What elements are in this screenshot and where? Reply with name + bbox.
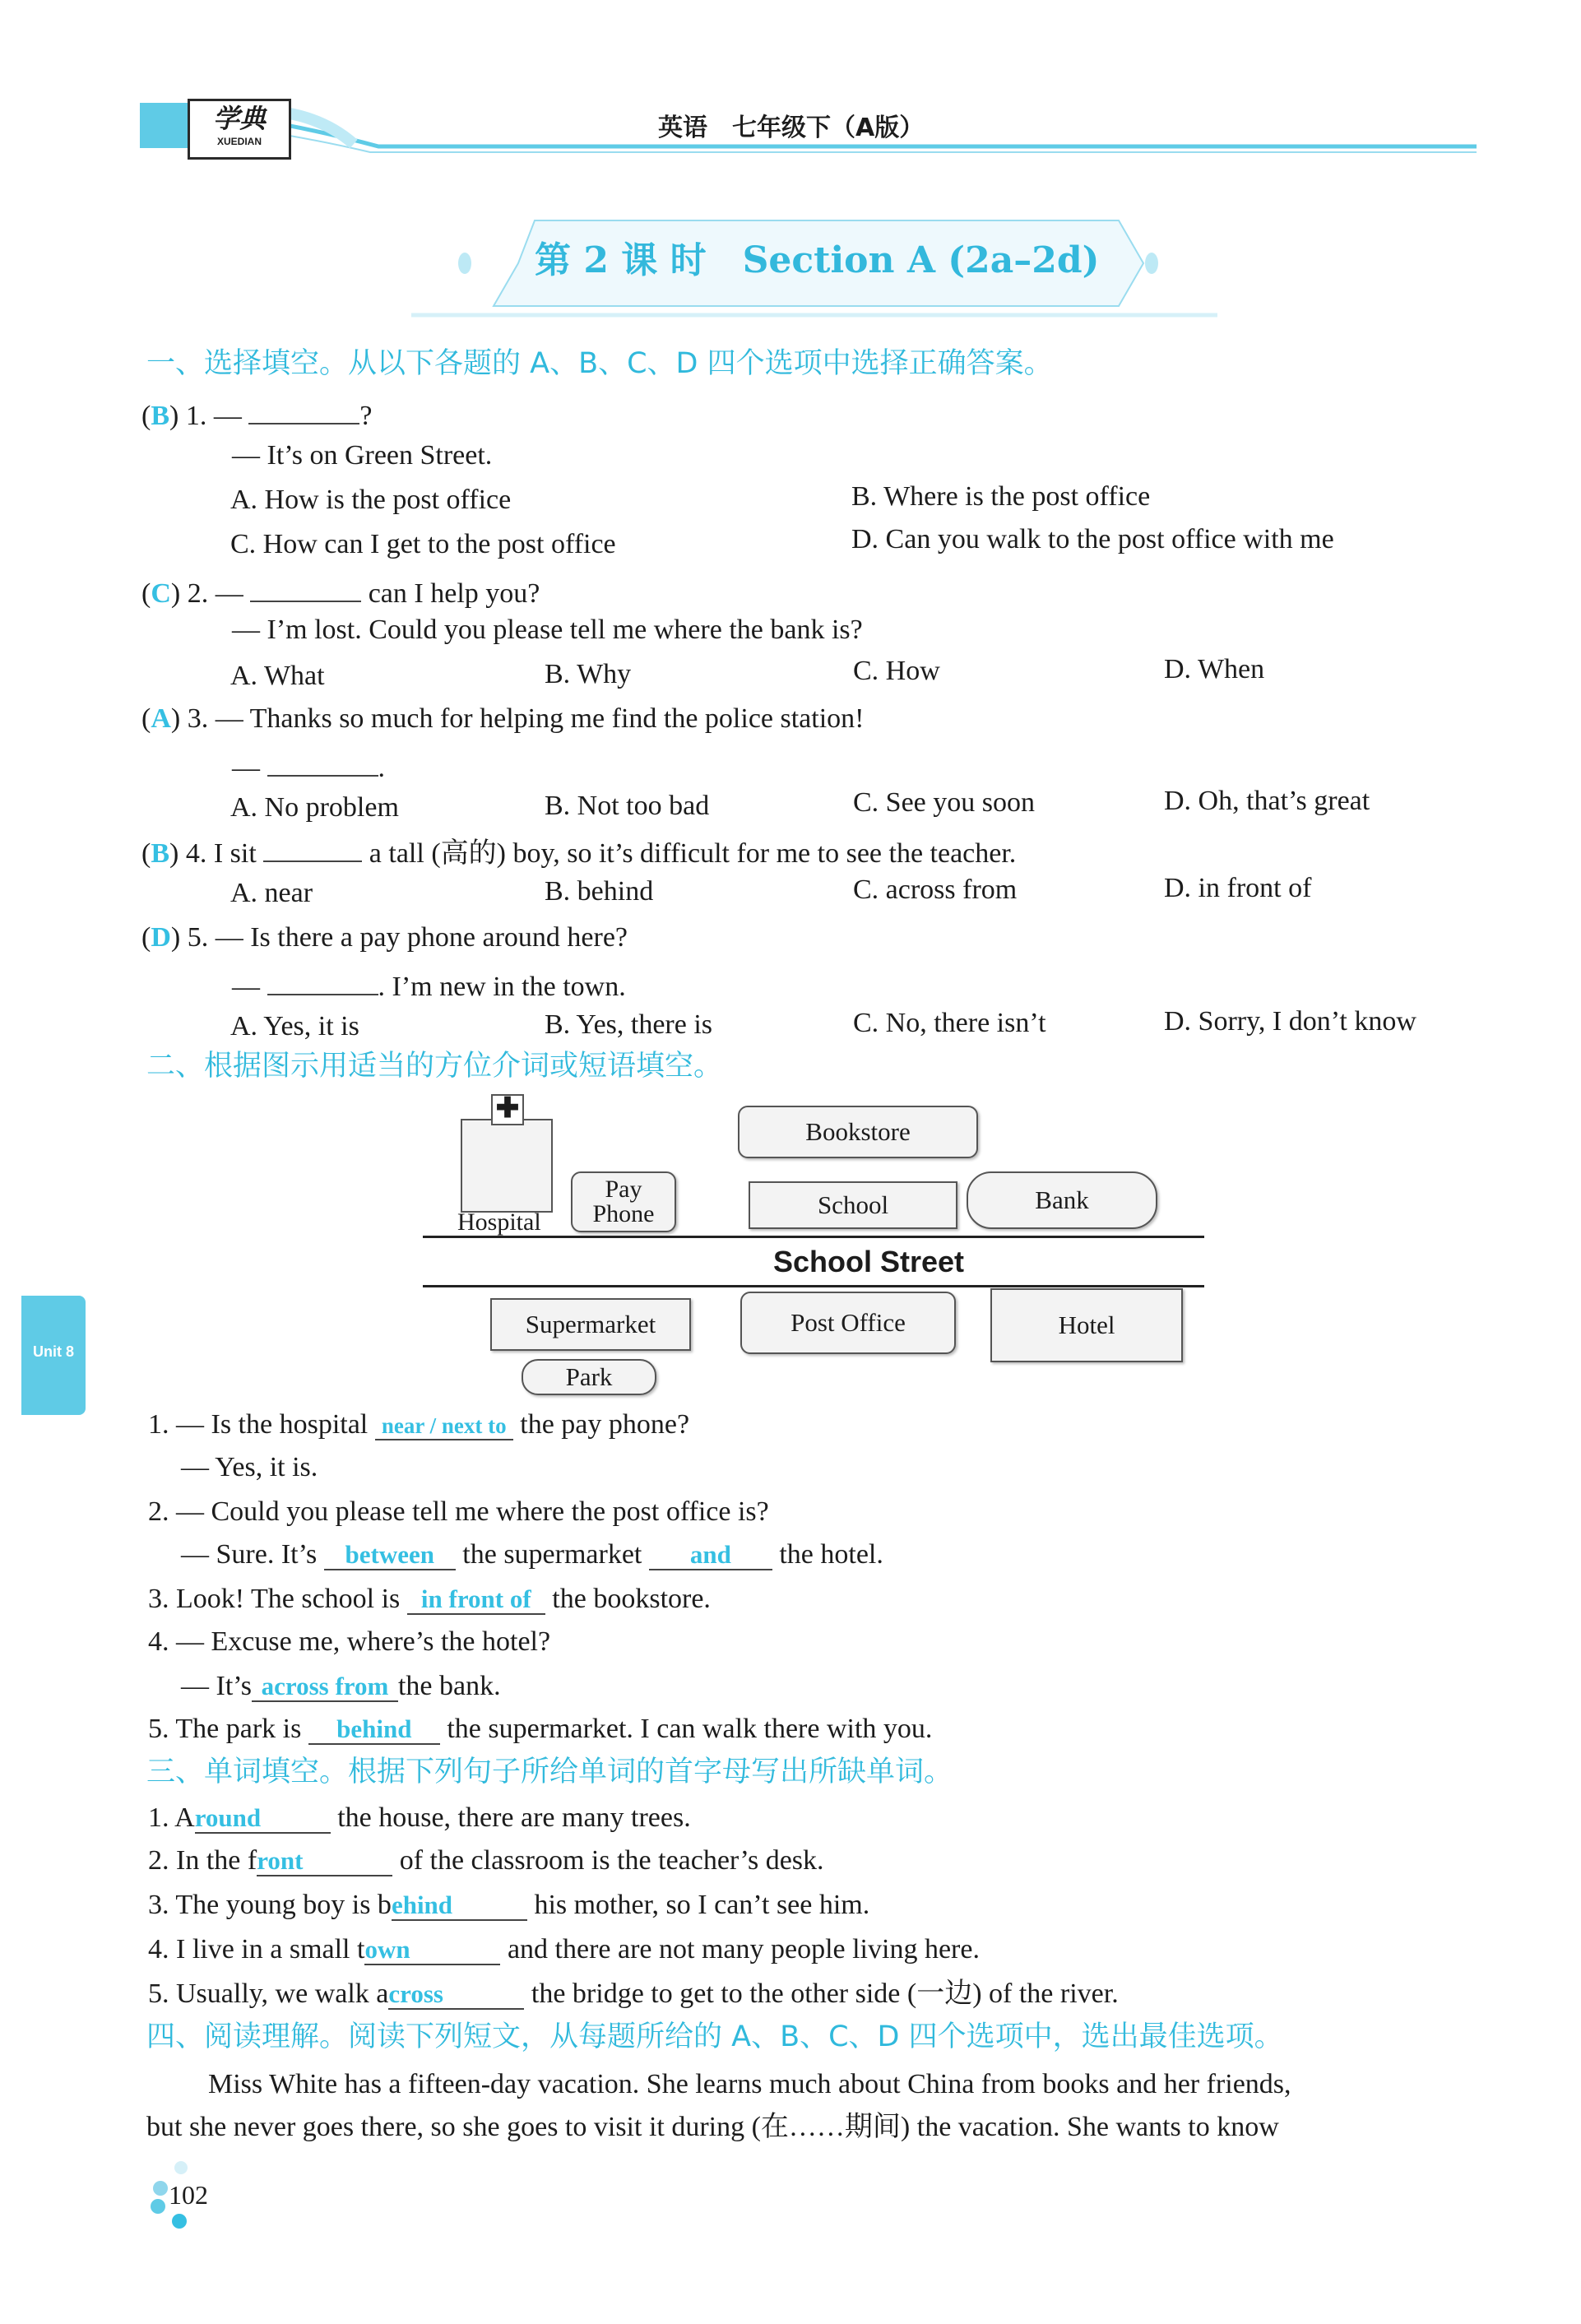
hotel-box: Hotel [990, 1288, 1183, 1362]
blank: cross [388, 1980, 524, 2010]
part2-q2-reply: — Sure. It’s between the supermarket and the hotel. [181, 1539, 883, 1570]
unit-side-tab [21, 1296, 86, 1415]
option: A. How is the post office [230, 485, 512, 515]
logo-box [188, 99, 291, 160]
question-3: (A) 3. — Thanks so much for helping me find the police station! [141, 703, 865, 734]
answer-1: B [151, 401, 170, 431]
street-line-top [423, 1236, 1204, 1238]
question-4: (B) 4. I sit a tall (高的) boy, so it’s difficult for me to see the teacher. [141, 833, 1016, 870]
blank [263, 833, 362, 862]
supermarket-box: Supermarket [490, 1298, 691, 1351]
option: C. How [853, 656, 940, 686]
part3-item-4: 4. I live in a small town and there are not many people living here. [148, 1934, 980, 1964]
blank: own [364, 1936, 500, 1965]
part2-heading: 二、根据图示用适当的方位介词或短语填空。 [146, 1050, 723, 1083]
question-1: (B) 1. — ? [141, 395, 372, 433]
hospital-cross-icon: ✚ [491, 1094, 524, 1125]
question-2: (C) 2. — can I help you? [141, 573, 540, 610]
logo-subtext: XUEDIAN [216, 136, 262, 147]
part2-q1-reply: — Yes, it is. [181, 1452, 318, 1482]
option: A. What [230, 661, 325, 691]
part3-item-3: 3. The young boy is behind his mother, so I can’t see him. [148, 1890, 870, 1920]
option: D. When [1164, 654, 1265, 684]
blank [248, 395, 359, 424]
pay-phone-box: Pay Phone [571, 1171, 676, 1232]
option: D. Can you walk to the post office with me [851, 524, 1334, 554]
post-office-box: Post Office [740, 1292, 956, 1354]
park-box: Park [522, 1359, 656, 1395]
unit-label: Unit 8 [32, 1343, 74, 1360]
blank: between [324, 1541, 456, 1570]
blank: across from [252, 1672, 398, 1702]
reply-1: — It’s on Green Street. [232, 440, 493, 471]
answer-2: C [151, 578, 171, 609]
option: B. Why [545, 659, 632, 689]
reply-3: — . [232, 747, 385, 785]
option: B. Not too bad [545, 791, 710, 821]
option: A. Yes, it is [230, 1011, 359, 1041]
page-number: 102 [169, 2180, 208, 2210]
option: C. See you soon [853, 787, 1035, 818]
blank [267, 966, 378, 995]
answer-5: D [151, 922, 171, 953]
option: C. No, there isn’t [853, 1008, 1046, 1038]
part2-q3: 3. Look! The school is in front of the bookstore. [148, 1584, 711, 1614]
hospital-building [461, 1119, 553, 1213]
part4-heading: 四、阅读理解。阅读下列短文，从每题所给的 A、B、C、D 四个选项中，选出最佳选项。 [146, 2020, 1283, 2053]
blank: round [195, 1804, 331, 1834]
option: B. behind [545, 876, 654, 907]
option: A. No problem [230, 792, 399, 823]
part3-item-5: 5. Usually, we walk across the bridge to get to the other side (一边) of the river. [148, 1978, 1119, 2009]
street-line-bottom [423, 1285, 1204, 1287]
header-title: 英语 七年级下（A版） [658, 114, 925, 142]
passage-line-1: Miss White has a fifteen-day vacation. She learns much about China from books and her friends, [208, 2069, 1291, 2099]
school-box: School [749, 1181, 957, 1229]
option: A. near [230, 878, 313, 908]
logo-text: 学典 [212, 103, 266, 134]
option: B. Yes, there is [545, 1009, 713, 1040]
blank: ront [257, 1847, 392, 1876]
part2-q4: 4. — Excuse me, where’s the hotel? [148, 1626, 551, 1657]
blank: behind [308, 1715, 440, 1745]
street-name: School Street [773, 1245, 965, 1278]
option: D. Sorry, I don’t know [1164, 1006, 1416, 1037]
reply-2: — I’m lost. Could you please tell me where the bank is? [232, 615, 863, 645]
bank-box: Bank [967, 1171, 1157, 1229]
hospital-label: Hospital [457, 1208, 541, 1236]
option: C. across from [853, 874, 1018, 905]
part3-item-1: 1. Around the house, there are many trees. [148, 1802, 691, 1833]
passage-line-2: but she never goes there, so she goes to visit it during (在……期间) the vacation. She wants to know [146, 2112, 1279, 2142]
blank [250, 573, 361, 602]
reply-5: — . I’m new in the town. [232, 966, 626, 1004]
bookstore-box: Bookstore [738, 1106, 978, 1158]
option: C. How can I get to the post office [230, 529, 616, 559]
option: D. Oh, that’s great [1164, 786, 1370, 816]
blank: and [649, 1541, 772, 1570]
option: D. in front of [1164, 873, 1312, 903]
part2-q5: 5. The park is behind the supermarket. I can walk there with you. [148, 1714, 933, 1744]
lesson-title: 第 2 课 时 Section A (2a–2d) [535, 239, 1100, 281]
part2-q2: 2. — Could you please tell me where the post office is? [148, 1496, 769, 1527]
part1-heading: 一、选择填空。从以下各题的 A、B、C、D 四个选项中选择正确答案。 [146, 347, 1053, 380]
blank: in front of [407, 1585, 545, 1615]
blank: near / next to [375, 1411, 513, 1440]
blank [267, 747, 378, 777]
answer-4: B [151, 838, 170, 869]
part3-heading: 三、单词填空。根据下列句子所给单词的首字母写出所缺单词。 [146, 1756, 953, 1788]
blank: ehind [392, 1891, 527, 1921]
part3-item-2: 2. In the front of the classroom is the teacher’s desk. [148, 1845, 824, 1876]
part2-q1: 1. — Is the hospital near / next to the pay phone? [148, 1409, 690, 1440]
question-5: (D) 5. — Is there a pay phone around here? [141, 922, 628, 953]
option: B. Where is the post office [851, 481, 1151, 512]
answer-3: A [151, 703, 171, 734]
part2-q4-reply: — It’s across from the bank. [181, 1671, 501, 1701]
